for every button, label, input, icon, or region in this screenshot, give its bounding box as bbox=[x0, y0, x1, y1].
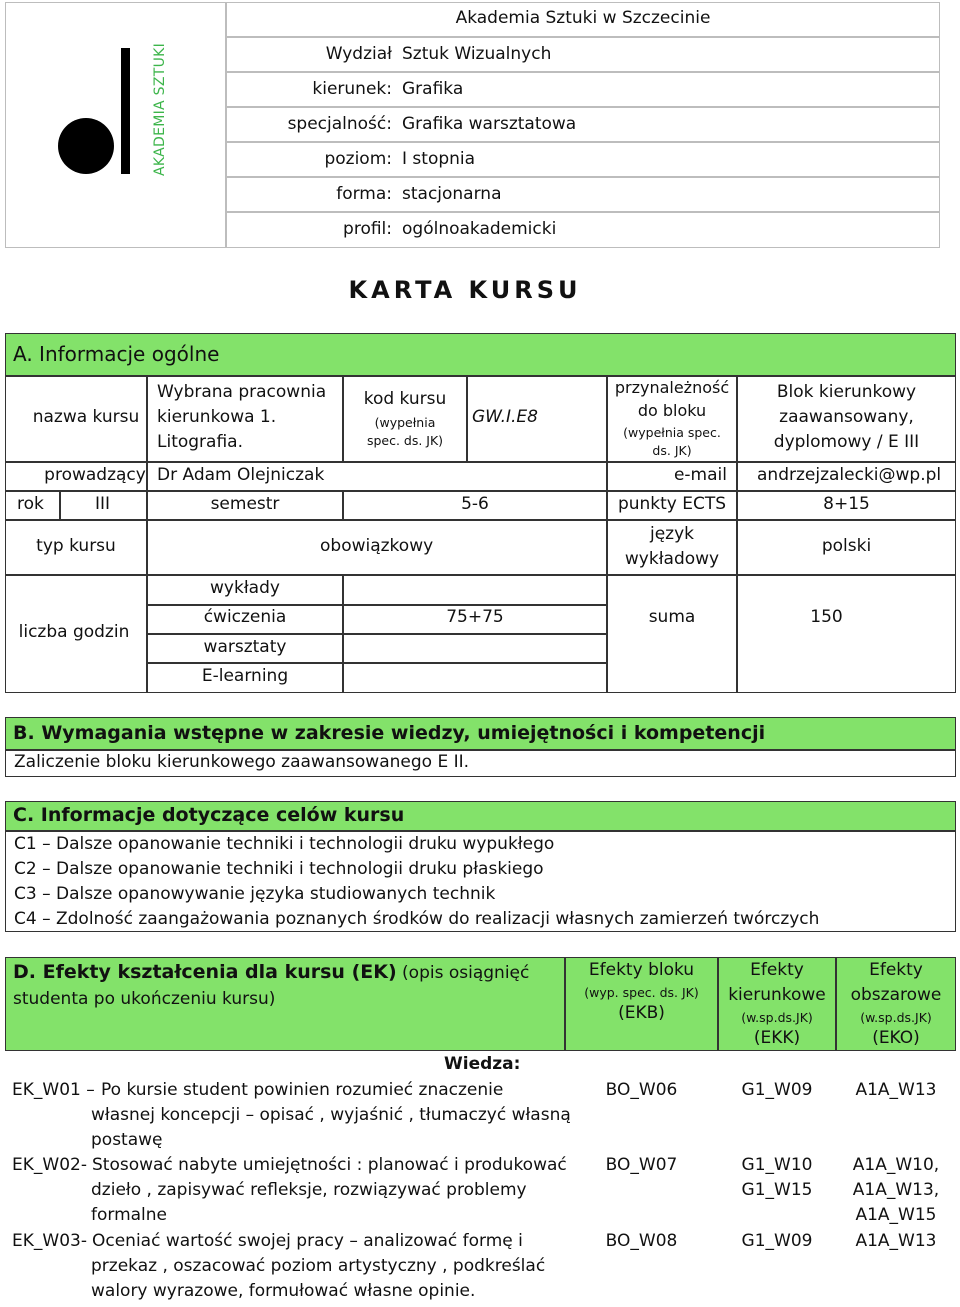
wyklady-value-cell bbox=[343, 575, 607, 605]
cwiczenia-value: 75+75 bbox=[446, 607, 504, 627]
suma-value-cell bbox=[737, 575, 956, 693]
kierunek-value: Grafika bbox=[402, 79, 464, 99]
rok-label: rok bbox=[17, 494, 44, 514]
ek-w01-eko: A1A_W13 bbox=[855, 1080, 937, 1100]
section-d-heading-line2: studenta po ukończeniu kursu) bbox=[13, 989, 276, 1009]
jezyk-label-1: język bbox=[649, 524, 694, 544]
eko-abbr: (EKO) bbox=[872, 1028, 920, 1048]
semestr-label: semestr bbox=[210, 494, 280, 514]
jezyk-label-2: wykładowy bbox=[624, 549, 720, 569]
nazwa-value-1: Wybrana pracownia bbox=[157, 382, 327, 402]
blok-note-1: (wypełnia spec. bbox=[623, 425, 721, 440]
ek-w02-code: EK_W02- bbox=[12, 1155, 87, 1175]
forma-label: forma: bbox=[336, 184, 392, 204]
suma-label-cell bbox=[607, 575, 737, 693]
ek-w03-line1: Oceniać wartość swojej pracy – analizować formę i bbox=[92, 1231, 523, 1251]
ek-w02-line3: formalne bbox=[91, 1205, 168, 1225]
ek-w02-ekk-1: G1_W10 bbox=[741, 1155, 813, 1175]
ek-w03-eko: A1A_W13 bbox=[855, 1231, 937, 1251]
blok-value-1: Blok kierunkowy bbox=[776, 382, 917, 402]
ects-label: punkty ECTS bbox=[617, 494, 727, 514]
institution-name: Akademia Sztuki w Szczecinie bbox=[455, 8, 711, 28]
ekk-title-2: kierunkowe bbox=[728, 985, 826, 1005]
ek-w01-line1: Po kursie student powinien rozumieć znaczenie bbox=[101, 1080, 504, 1100]
ekk-note: (w.sp.ds.JK) bbox=[741, 1010, 813, 1025]
suma-value: 150 bbox=[810, 607, 843, 627]
forma-value: stacjonarna bbox=[402, 184, 502, 204]
ek-w02-line1: Stosować nabyte umiejętności : planować i produkować bbox=[92, 1155, 567, 1175]
section-d-heading bbox=[13, 961, 529, 983]
kod-label: kod kursu bbox=[363, 389, 447, 409]
logo-dot bbox=[58, 118, 114, 174]
typ-label: typ kursu bbox=[36, 536, 116, 556]
section-d-heading-rest: (opis osiągnięć bbox=[396, 963, 530, 983]
email-label: e-mail bbox=[673, 465, 727, 485]
logo-bar bbox=[121, 48, 130, 174]
ek-w02-eko-3: A1A_W15 bbox=[855, 1205, 937, 1225]
ekb-title: Efekty bloku bbox=[588, 960, 695, 980]
wydzial-label: Wydział bbox=[325, 44, 392, 64]
rok-value: III bbox=[95, 494, 111, 514]
wiedza-label: Wiedza: bbox=[444, 1054, 521, 1074]
section-c-heading: C. Informacje dotyczące celów kursu bbox=[13, 804, 405, 826]
section-b-heading: B. Wymagania wstępne w zakresie wiedzy, umiejętności i kompetencji bbox=[13, 722, 766, 744]
typ-value: obowiązkowy bbox=[320, 536, 434, 556]
ek-w01-line2: własnej koncepcji – opisać , wyjaśnić , tłumaczyć własną bbox=[91, 1105, 571, 1125]
logo-box bbox=[5, 2, 226, 248]
prowadzacy-label: prowadzący bbox=[44, 465, 146, 485]
eko-title-1: Efekty bbox=[869, 960, 923, 980]
poziom-label: poziom: bbox=[324, 149, 392, 169]
kod-note-1: (wypełnia bbox=[374, 415, 436, 430]
ek-w03-ekb: BO_W08 bbox=[605, 1231, 678, 1251]
ects-value: 8+15 bbox=[823, 494, 870, 514]
nazwa-value-2: kierunkowa 1. bbox=[157, 407, 277, 427]
prowadzacy-value: Dr Adam Olejniczak bbox=[157, 465, 325, 485]
form-warsztaty: warsztaty bbox=[203, 637, 287, 657]
jezyk-value: polski bbox=[821, 536, 872, 556]
blok-label-1: przynależność bbox=[614, 378, 730, 397]
specjalnosc-value: Grafika warsztatowa bbox=[402, 114, 577, 134]
ek-w01-code: EK_W01 – bbox=[12, 1080, 95, 1100]
nazwa-label: nazwa kursu bbox=[32, 407, 140, 427]
section-d-heading-bold: D. Efekty kształcenia dla kursu (EK) bbox=[13, 961, 397, 983]
ekb-note: (wyp. spec. ds. JK) bbox=[584, 985, 699, 1000]
eko-note: (w.sp.ds.JK) bbox=[860, 1010, 932, 1025]
ek-w02-eko-2: A1A_W13, bbox=[852, 1180, 940, 1200]
ek-w01-line3: postawę bbox=[91, 1130, 163, 1150]
ek-w02-line2: dzieło , zapisywać refleksje, rozwiązywać problemy bbox=[91, 1180, 527, 1200]
ek-w03-ekk: G1_W09 bbox=[741, 1231, 813, 1251]
specjalnosc-label: specjalność: bbox=[287, 114, 392, 134]
ek-w01-ekk: G1_W09 bbox=[741, 1080, 813, 1100]
goal-c3: C3 – Dalsze opanowywanie języka studiowanych technik bbox=[14, 884, 496, 904]
section-b-text: Zaliczenie bloku kierunkowego zaawansowanego E II. bbox=[14, 752, 470, 772]
profil-value: ogólnoakademicki bbox=[402, 219, 557, 239]
form-cwiczenia: ćwiczenia bbox=[203, 607, 287, 627]
ekk-title-1: Efekty bbox=[750, 960, 804, 980]
goal-c4: C4 – Zdolność zaangażowania poznanych środków do realizacji własnych zamierzeń twórczych bbox=[14, 909, 820, 929]
ek-w03-code: EK_W03- bbox=[12, 1231, 87, 1251]
eko-title-2: obszarowe bbox=[850, 985, 942, 1005]
ek-w02-ekk-2: G1_W15 bbox=[741, 1180, 813, 1200]
kod-value: GW.I.E8 bbox=[472, 407, 538, 427]
logo-text: AKADEMIA SZTUKI bbox=[152, 42, 168, 176]
nazwa-value-3: Litografia. bbox=[157, 432, 243, 452]
profil-label: profil: bbox=[343, 219, 392, 239]
form-wyklady: wykłady bbox=[210, 578, 280, 598]
elearning-value-cell bbox=[343, 663, 607, 693]
email-value: andrzejzalecki@wp.pl bbox=[757, 465, 942, 485]
blok-label-2: do bloku bbox=[637, 401, 707, 420]
ek-w03-line2: przekaz , oszacować poziom artystyczny , podkreślać bbox=[91, 1256, 546, 1276]
kod-note-2: spec. ds. JK) bbox=[366, 433, 444, 448]
poziom-value: I stopnia bbox=[402, 149, 476, 169]
wydzial-value: Sztuk Wizualnych bbox=[402, 44, 552, 64]
form-elearning: E-learning bbox=[201, 666, 289, 686]
blok-value-2: zaawansowany, bbox=[779, 407, 914, 427]
goal-c1: C1 – Dalsze opanowanie techniki i technologii druku wypukłego bbox=[14, 834, 555, 854]
semestr-value: 5-6 bbox=[461, 494, 489, 514]
ek-w01-ekb: BO_W06 bbox=[605, 1080, 678, 1100]
suma-label: suma bbox=[648, 607, 696, 627]
blok-value-3: dyplomowy / E III bbox=[773, 432, 920, 452]
ek-w02-eko-1: A1A_W10, bbox=[852, 1155, 940, 1175]
ek-w03-line3: walory wyrazowe, formułować własne opinie. bbox=[91, 1281, 476, 1301]
godziny-label: liczba godzin bbox=[18, 622, 130, 642]
blok-note-2: ds. JK) bbox=[652, 443, 692, 458]
section-a-heading: A. Informacje ogólne bbox=[13, 342, 220, 366]
kierunek-label: kierunek: bbox=[312, 79, 392, 99]
goal-c2: C2 – Dalsze opanowanie techniki i technologii druku płaskiego bbox=[14, 859, 544, 879]
warsztaty-value-cell bbox=[343, 634, 607, 663]
ek-w02-ekb: BO_W07 bbox=[605, 1155, 678, 1175]
ekb-abbr: (EKB) bbox=[618, 1003, 665, 1023]
ekk-abbr: (EKK) bbox=[753, 1028, 801, 1048]
page-title: KARTA KURSU bbox=[348, 276, 582, 304]
